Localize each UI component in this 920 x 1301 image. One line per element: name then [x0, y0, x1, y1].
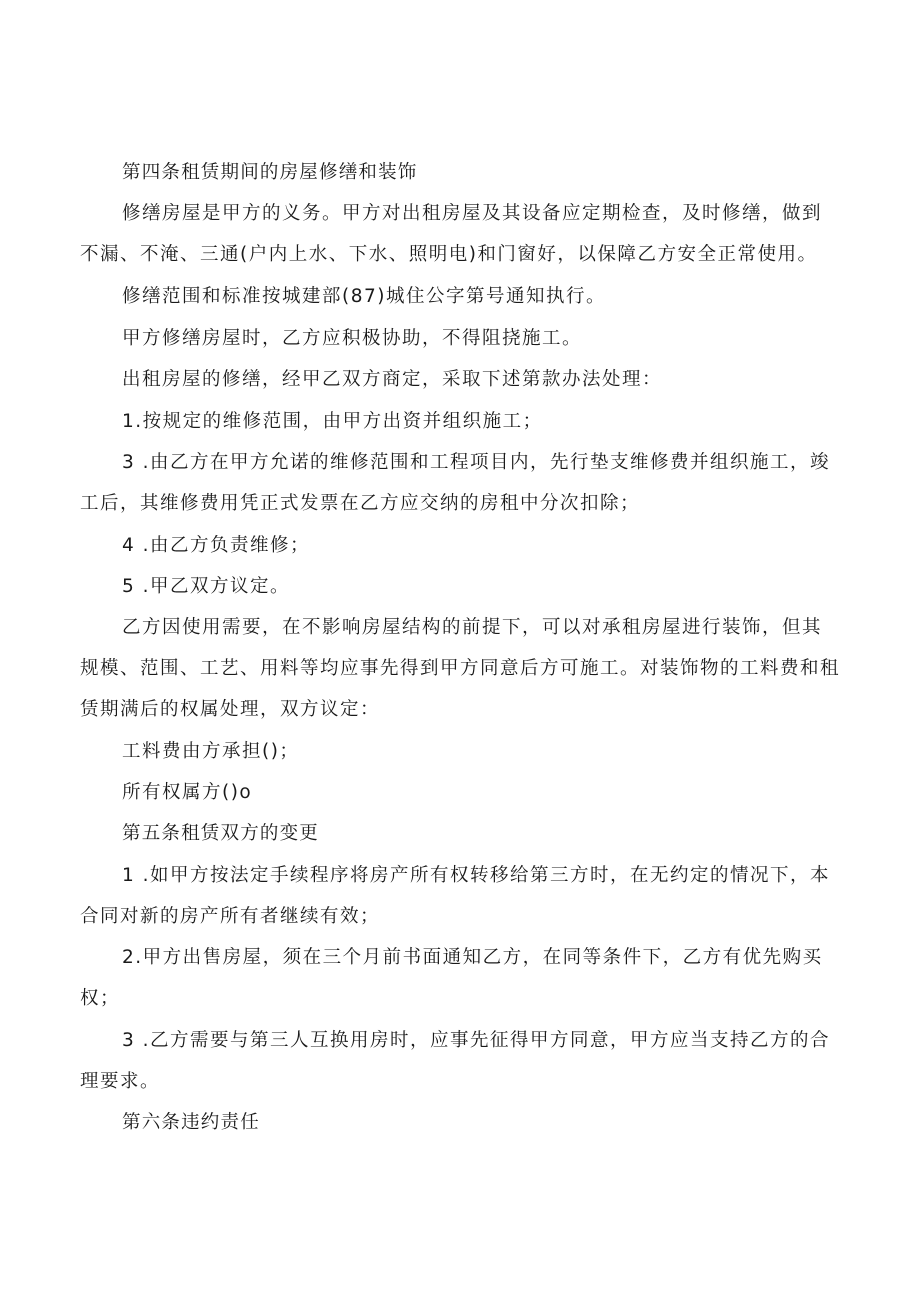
section-heading-4: 第四条租赁期间的房屋修缮和装饰: [122, 162, 418, 183]
list-item-change-2: 2.甲方出售房屋，须在三个月前书面通知乙方，在同等条件下，乙方有优先购买权；: [80, 947, 823, 1009]
paragraph-assist-repair: 甲方修缮房屋时，乙方应积极协助，不得阻挠施工。: [122, 328, 583, 349]
section-heading-6: 第六条违约责任: [122, 1112, 260, 1133]
section-heading-5: 第五条租赁双方的变更: [122, 823, 320, 844]
paragraph-repair-duty: 修缮房屋是甲方的义务。甲方对出租房屋及其设备应定期检查，及时修缮，做到不漏、不淹、三通(户内上水、下水、照明电)和门窗好，以保障乙方安全正常使用。: [80, 203, 823, 265]
list-item-option-1: 1.按规定的维修范围，由甲方出资并组织施工；: [122, 411, 543, 432]
list-item-change-1: 1 .如甲方按法定手续程序将房产所有权转移给第三方时，在无约定的情况下，本合同对新的房产所有者继续有效；: [80, 865, 831, 927]
list-item-option-4: 4 .由乙方负责维修；: [122, 535, 311, 556]
list-item-change-3: 3 .乙方需要与第三人互换用房时，应事先征得甲方同意，甲方应当支持乙方的合理要求。: [80, 1030, 831, 1092]
list-item-option-5: 5 .甲乙双方议定。: [122, 576, 291, 597]
paragraph-decoration: 乙方因使用需要，在不影响房屋结构的前提下，可以对承租房屋进行装饰，但其规模、范围、工艺、用料等均应事先得到甲方同意后方可施工。对装饰物的工料费和租赁期满后的权属处理，双方议定：: [80, 617, 841, 720]
list-item-option-3: 3 .由乙方在甲方允诺的维修范围和工程项目内，先行垫支维修费并组织施工，竣工后，其维修费用凭正式发票在乙方应交纳的房租中分次扣除；: [80, 452, 831, 514]
paragraph-repair-method: 出租房屋的修缮，经甲乙双方商定，采取下述第款办法处理：: [122, 369, 663, 390]
paragraph-material-cost: 工料费由方承担()；: [122, 741, 300, 762]
paragraph-ownership: 所有权属方()o: [122, 782, 253, 803]
paragraph-repair-scope: 修缮范围和标准按城建部(87)城住公字第号通知执行。: [122, 286, 606, 307]
